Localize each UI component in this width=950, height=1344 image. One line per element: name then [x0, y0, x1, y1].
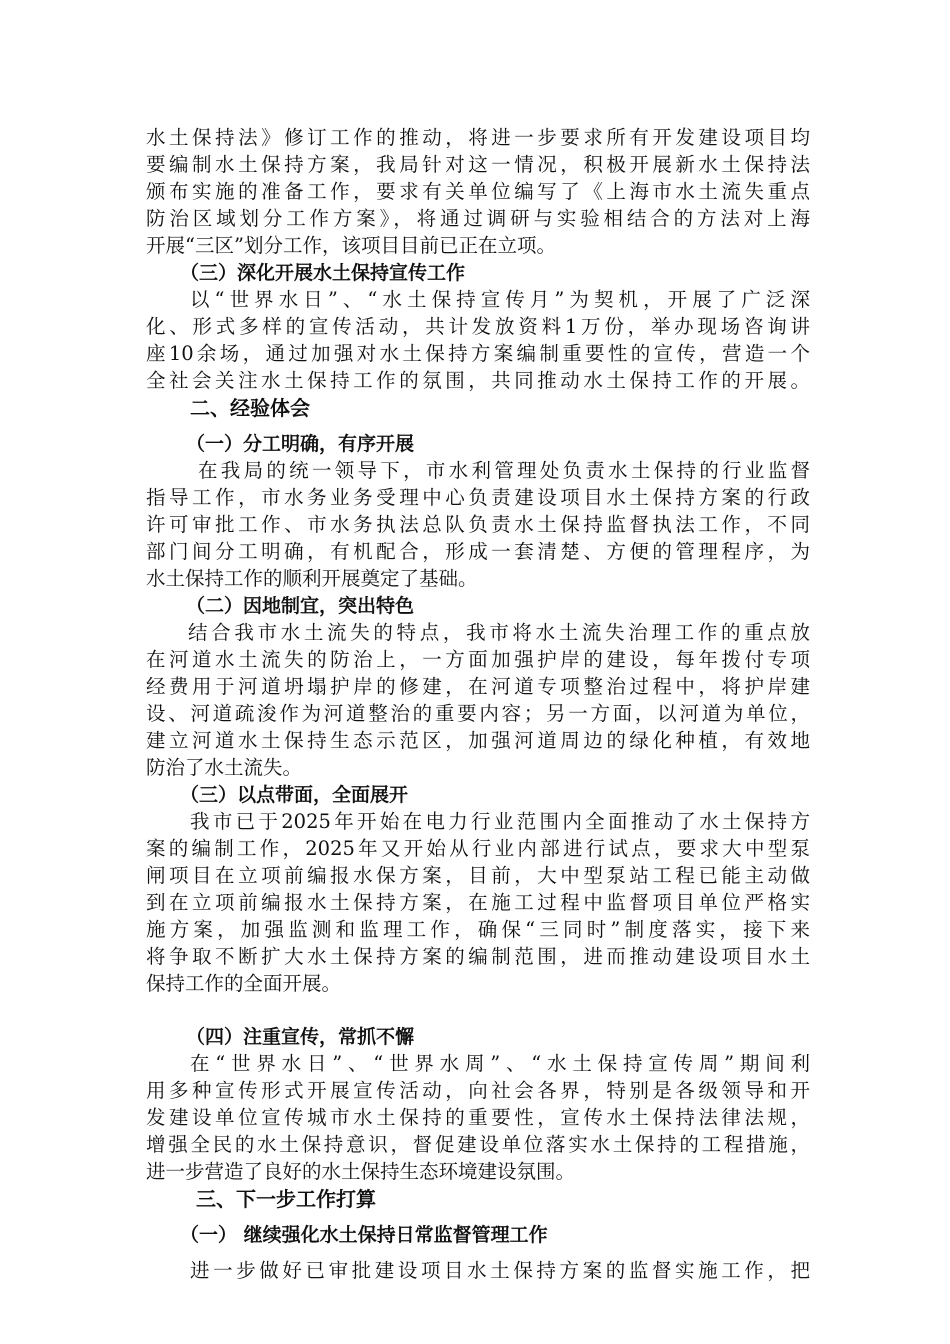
body-text-line: 将争取不断扩大水土保持方案的编制范围，进而推动建设项目水土: [146, 945, 810, 968]
body-text-line: 部门间分工明确，有机配合，形成一套清楚、方便的管理程序，为: [146, 540, 810, 563]
body-text-line: 闸项目在立项前编报水保方案，目前，大中型泵站工程已能主动做: [146, 864, 810, 887]
body-text-line: 在“世界水日”、“世界水周”、“水土保持宣传周”期间利: [190, 1052, 810, 1075]
body-text-line: 座10余场，通过加强对水土保持方案编制重要性的宣传，营造一个: [146, 342, 810, 365]
body-text-line: 化、形式多样的宣传活动，共计发放资料1万份，举办现场咨询讲: [146, 315, 810, 338]
section-heading: 二、经验体会: [190, 396, 310, 420]
body-text-line: 经费用于河道坍塌护岸的修建，在河道专项整治过程中，将护岸建: [146, 675, 810, 698]
body-text-line: 设、河道疏浚作为河道整治的重要内容；另一方面，以河道为单位，: [146, 702, 810, 725]
body-text-line: 颁布实施的准备工作，要求有关单位编写了《上海市水土流失重点: [146, 180, 810, 203]
body-text-line: 在河道水土流失的防治上，一方面加强护岸的建设，每年拨付专项: [146, 648, 810, 671]
body-text-line: 开展“三区”划分工作，该项目目前已正在立项。: [146, 234, 556, 257]
body-text-line: 发建设单位宣传城市水土保持的重要性，宣传水土保持法律法规，: [146, 1106, 810, 1129]
subsection-heading: （二）因地制宜，突出特色: [186, 595, 415, 617]
body-text-line: 到在立项前编报水土保持方案，在施工过程中监督项目单位严格实: [146, 891, 810, 914]
subsection-heading: （三）深化开展水土保持宣传工作: [180, 262, 466, 284]
body-text-line: 防治了水土流失。: [146, 756, 303, 779]
subsection-heading: （一）分工明确，有序开展: [186, 433, 415, 455]
body-text-line: 以“世界水日”、“水土保持宣传月”为契机，开展了广泛深: [190, 288, 810, 311]
body-text-line: 保持工作的全面开展。: [146, 972, 342, 995]
body-text-line: 结合我市水土流失的特点，我市将水土流失治理工作的重点放: [188, 621, 810, 644]
body-text-line: 水土保持工作的顺利开展奠定了基础。: [146, 567, 478, 590]
body-text-line: 建立河道水土保持生态示范区，加强河道周边的绿化种植，有效地: [146, 729, 810, 752]
subsection-heading: （三）以点带面，全面展开: [180, 784, 409, 806]
body-text-line: 水土保持法》修订工作的推动，将进一步要求所有开发建设项目均: [146, 126, 810, 149]
body-text-line: 增强全民的水土保持意识，督促建设单位落实水土保持的工程措施，: [146, 1133, 810, 1156]
body-text-line: 在我局的统一领导下，市水利管理处负责水土保持的行业监督: [198, 459, 810, 482]
subsection-heading: （一） 继续强化水土保持日常监督管理工作: [180, 1224, 548, 1246]
body-text-line: 我市已于2025年开始在电力行业范围内全面推动了水土保持方: [190, 810, 810, 833]
body-text-line: 案的编制工作，2025年又开始从行业内部进行试点，要求大中型泵: [146, 837, 810, 860]
body-text-line: 进一步营造了良好的水土保持生态环境建设氛围。: [146, 1160, 576, 1183]
body-text-line: 指导工作，市水务业务受理中心负责建设项目水土保持方案的行政: [146, 486, 810, 509]
body-text-line: 防治区域划分工作方案》，将通过调研与实验相结合的方法对上海: [146, 207, 810, 230]
body-text-line: 用多种宣传形式开展宣传活动，向社会各界，特别是各级领导和开: [146, 1079, 810, 1102]
body-text-line: 要编制水土保持方案，我局针对这一情况，积极开展新水土保持法: [146, 153, 810, 176]
body-text-line: 许可审批工作、市水务执法总队负责水土保持监督执法工作，不同: [146, 513, 810, 536]
subsection-heading: （四）注重宣传，常抓不懈: [186, 1026, 415, 1048]
body-text-line: 施方案，加强监测和监理工作，确保“三同时”制度落实，接下来: [146, 918, 810, 941]
body-text-line: 全社会关注水土保持工作的氛围，共同推动水土保持工作的开展。: [146, 369, 810, 392]
section-heading: 三、下一步工作打算: [196, 1187, 376, 1211]
body-text-line: 进一步做好已审批建设项目水土保持方案的监督实施工作，把: [190, 1259, 810, 1282]
